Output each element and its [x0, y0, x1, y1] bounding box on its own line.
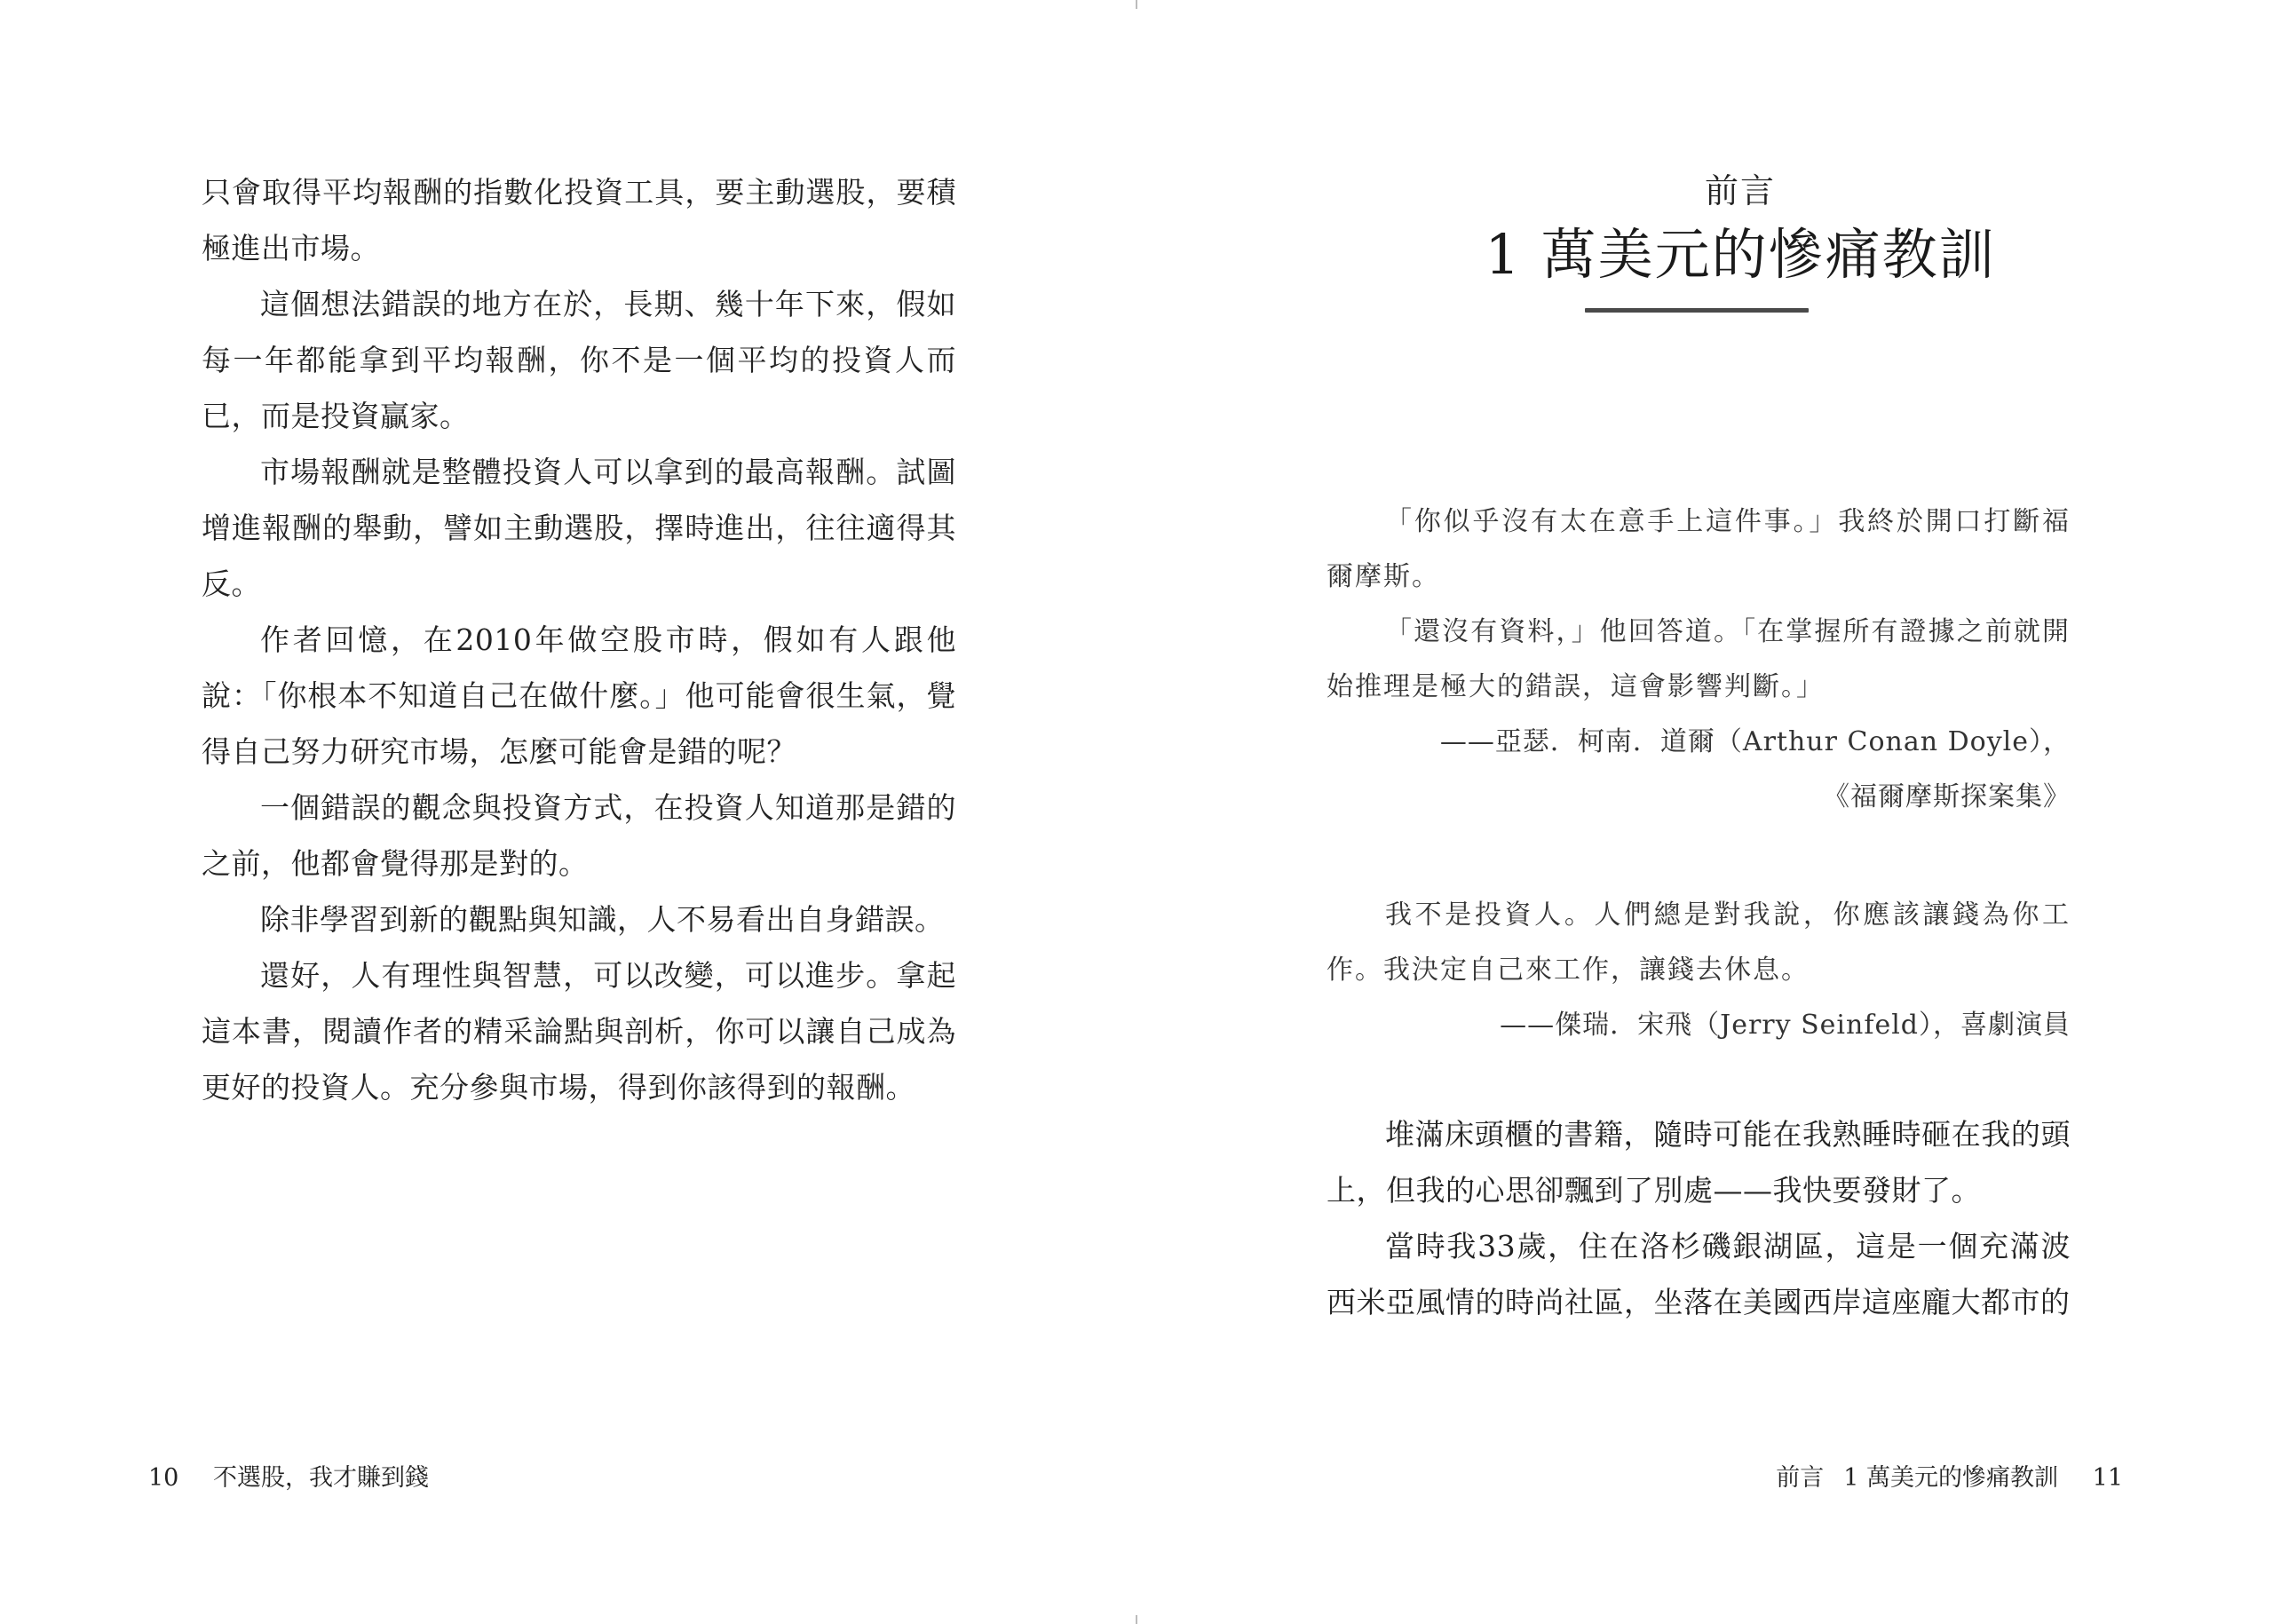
left-paragraph-2: 這個想法錯誤的地方在於，長期、幾十年下來，假如每一年都能拿到平均報酬，你不是一個平均的投資人而已，而是投資贏家。	[202, 287, 956, 433]
right-running-chapter-label: 前言	[1776, 1464, 1825, 1492]
left-paragraph-7: 還好，人有理性與智慧，可以改變，可以進步。拿起這本書，閱讀作者的精采論點與剖析，你可以讓自己成為更好的投資人。充分參與市場，得到你該得到的報酬。	[202, 958, 956, 1105]
epigraph-holmes	[1327, 495, 2071, 825]
left-paragraph-5: 一個錯誤的觀念與投資方式，在投資人知道那是錯的之前，他都會覺得那是對的。	[202, 790, 956, 881]
epigraph-seinfeld-attribution: ——傑瑞．宋飛（Jerry Seinfeld），喜劇演員	[1500, 1010, 2071, 1041]
left-paragraph-4: 作者回憶，在2010年做空股市時，假如有人跟他說：「你根本不知道自己在做什麼。」他可能會很生氣，覺得自己努力研究市場，怎麼可能會是錯的呢？	[202, 622, 956, 769]
epigraph-seinfeld-text: 我不是投資人。人們總是對我說，你應該讓錢為你工作。我決定自己來工作，讓錢去休息。	[1327, 899, 2071, 986]
left-running-title: 不選股，我才賺到錢	[212, 1464, 429, 1492]
left-paragraph-3: 市場報酬就是整體投資人可以拿到的最高報酬。試圖增進報酬的舉動，譬如主動選股，擇時進出，往往適得其反。	[202, 455, 956, 601]
epigraph-holmes-line-2: 「還沒有資料，」他回答道。「在掌握所有證據之前就開始推理是極大的錯誤，這會影響判斷。」	[1327, 616, 2071, 702]
epigraph-holmes-source: 《福爾摩斯探案集》	[1823, 781, 2071, 812]
right-footer	[1776, 1461, 2123, 1496]
right-paragraph-2: 當時我33歲，住在洛杉磯銀湖區，這是一個充滿波西米亞風情的時尚社區，坐落在美國西岸這座龐大都市的	[1327, 1229, 2071, 1319]
left-paragraph-6: 除非學習到新的觀點與知識，人不易看出自身錯誤。	[260, 902, 945, 937]
right-body-text	[1327, 1106, 2071, 1330]
left-paragraph-1: 只會取得平均報酬的指數化投資工具，要主動選股，要積極進出市場。	[202, 175, 956, 265]
epigraph-holmes-attribution: ——亞瑟．柯南．道爾（Arthur Conan Doyle），	[1439, 726, 2071, 757]
chapter-title: 1 萬美元的慘痛教訓	[1485, 222, 1996, 287]
chapter-title-rule	[1585, 308, 1809, 313]
right-paragraph-1: 堆滿床頭櫃的書籍，隨時可能在我熟睡時砸在我的頭上，但我的心思卻飄到了別處——我快要發財了。	[1327, 1117, 2071, 1208]
left-page	[0, 0, 1136, 1624]
chapter-label: 前言	[1704, 171, 1776, 210]
epigraph-seinfeld	[1327, 888, 2071, 1053]
epigraph-holmes-line-1: 「你似乎沒有太在意手上這件事。」我終於開口打斷福爾摩斯。	[1327, 506, 2071, 592]
left-page-number: 10	[148, 1464, 179, 1492]
left-footer	[148, 1461, 429, 1496]
left-body-text	[202, 164, 956, 1115]
right-running-chapter-title: 1 萬美元的慘痛教訓	[1843, 1464, 2059, 1492]
right-page-number: 11	[2092, 1464, 2123, 1492]
